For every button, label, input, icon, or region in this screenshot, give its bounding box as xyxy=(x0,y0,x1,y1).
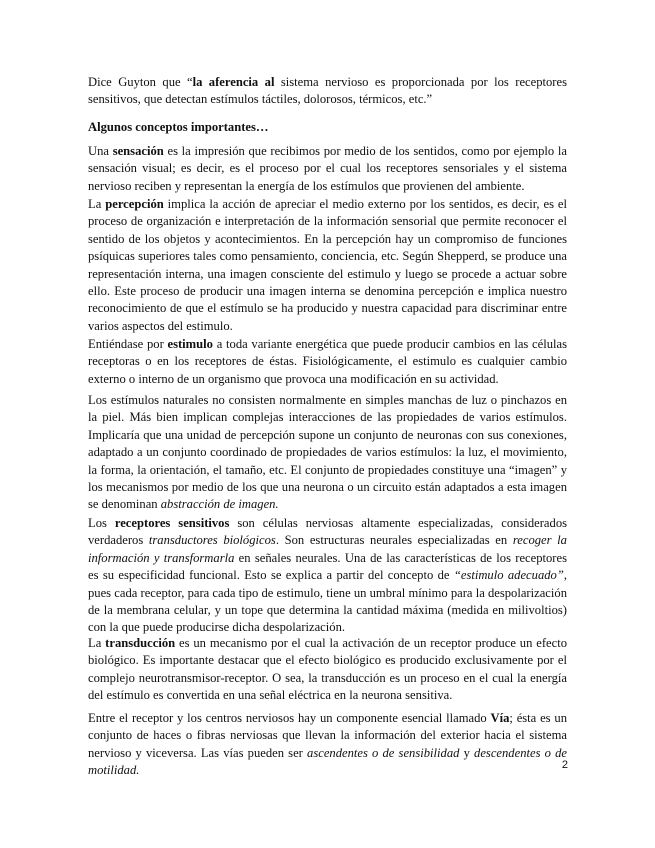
quote-bold-term: la aferencia al xyxy=(192,75,275,89)
page-number: 2 xyxy=(561,759,568,771)
quote-paragraph xyxy=(88,74,567,109)
via-term: Vía xyxy=(490,711,510,725)
percepcion-term: percepción xyxy=(105,197,164,211)
transduccion-paragraph xyxy=(88,635,567,705)
percepcion-paragraph xyxy=(88,196,567,335)
receptores-text-e: , pues cada receptor, para cada tipo de estimulo, tiene un umbral mínimo para la despolarización de la membrana celular, y un tope que determina la cantidad máxima (medida en milivoltios) con la que puede producirse dicha despolarización. xyxy=(88,568,567,635)
receptores-text-d: en señales neurales. Una de las características de los receptores es su especificidad funcional. Esto se explica a partir del concepto de xyxy=(88,550,567,583)
receptores-italic-2: recoger la información y transformarla xyxy=(88,533,567,565)
receptores-text-c: . Son estructuras neurales especializadas en xyxy=(275,533,513,548)
receptores-italic-1: transductores biológicos xyxy=(148,533,276,548)
quote-text-c: sistema nervioso es proporcionada por los receptores sensitivos, que detectan estímulos táctiles, dolorosos, térmicos, etc.” xyxy=(88,75,567,107)
transduccion-text-b: es un mecanismo por el cual la activación de un receptor produce un efecto biológico. Es importante destacar que el efecto biológico es producido exclusivamente por el complejo neurotransmisor-receptor. O sea, la transducción es un proceso en el cual la energía del estímulo es convertida en una señal eléctrica en la neurona sensitiva. xyxy=(88,636,567,703)
sensacion-paragraph xyxy=(88,143,567,195)
percepcion-text-b: implica la acción de apreciar el medio externo por los sentidos, es decir, es el proceso de organización e interpretación de la información sensorial que permite reconocer el sentido de los objetos y acontecimientos. En la percepción hay un compromiso de funciones psíquicas superiores tales como pensamiento, conciencia, etc. Según Shepperd, se produce una representación interna, una imagen consciente del estimulo y luego se procede a actuar sobre ello. Este proceso de producir una imagen interna se denomina percepción e implica nuestro reconocimiento de que el estímulo se ha producido y nuestra capacidad para discriminar entre varios aspectos del estimulo. xyxy=(88,197,567,333)
sensacion-term: sensación xyxy=(112,144,164,158)
naturales-paragraph xyxy=(88,392,567,514)
estimulo-text-a: Entiéndase por xyxy=(88,337,168,351)
section-heading-text: Algunos conceptos importantes… xyxy=(88,120,269,134)
receptores-text-b: son células nerviosas altamente especializadas, considerados verdaderos xyxy=(88,516,568,548)
via-italic-2: descendentes o de motilidad. xyxy=(88,745,567,778)
via-text-b: ; ésta es un conjunto de haces o fibras nerviosas que llevan la información del exterior hacia el sistema nervioso y viceversa. Las vías pueden ser xyxy=(88,711,567,760)
naturales-text-a: Los estímulos naturales no consisten normalmente en simples manchas de luz o pinchazos en la piel. Más bien implican complejas interacciones de las propiedades de varios estímulos. Implicaría que una unidad de percepción supone un conjunto de neuronas con sus conexiones, adaptado a un conjunto coordinado de propiedades de varios estímulos: la luz, el movimiento, la forma, la orientación, el tamaño, etc. El conjunto de propiedades constituye una “imagen” y los mecanismos por medio de los que una neurona o un circuito están adaptados a esta imagen se denominan xyxy=(88,393,567,512)
sensacion-text-b: es la impresión que recibimos por medio de los sentidos, como por ejemplo la sensación visual; es decir, es el proceso por el cual los receptores sensoriales y el sistema nervioso reciben y representan la energía de los estímulos que provienen del ambiente. xyxy=(88,144,567,193)
receptores-text-a: Los xyxy=(88,516,115,530)
via-paragraph xyxy=(88,710,567,780)
section-heading xyxy=(88,119,567,136)
estimulo-text-b: a toda variante energética que puede producir cambios en las células receptoras o en los receptores de éstas. Fisiológicamente, el estimulo es cualquier cambio externo o interno de un organismo que provoca una modificación en su actividad. xyxy=(88,337,567,386)
sensacion-text-a: Una xyxy=(88,144,113,158)
quote-text-a: Dice Guyton que “ xyxy=(88,75,193,89)
via-text-c: y xyxy=(459,745,475,760)
receptores-term: receptores sensitivos xyxy=(114,516,230,530)
transduccion-term: transducción xyxy=(105,636,176,650)
estimulo-paragraph xyxy=(88,336,567,388)
transduccion-text-a: La xyxy=(88,636,106,650)
receptores-italic-3: “estimulo adecuado” xyxy=(453,568,564,583)
via-text-a: Entre el receptor y los centros nerviosos hay un componente esencial llamado xyxy=(88,711,491,725)
naturales-italic: abstracción de imagen. xyxy=(160,497,279,512)
estimulo-term: estimulo xyxy=(167,337,213,351)
percepcion-text-a: La xyxy=(88,197,106,211)
receptores-paragraph xyxy=(88,515,567,637)
via-italic-1: ascendentes o de sensibilidad xyxy=(307,745,460,760)
